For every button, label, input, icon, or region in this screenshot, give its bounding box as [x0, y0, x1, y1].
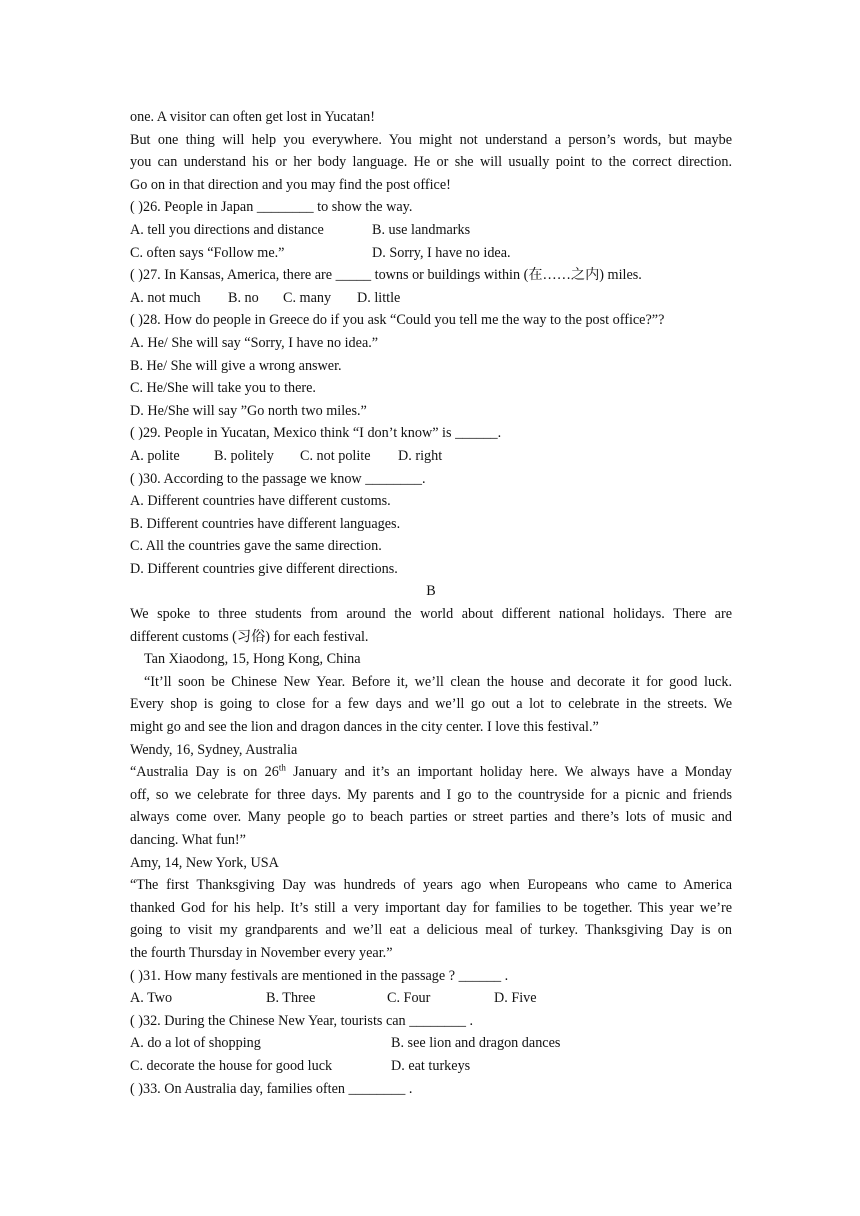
option-b: B. no: [228, 289, 259, 306]
passage-line: But one thing will help you everywhere. You might not understand a person’s words, but maybe: [130, 131, 732, 148]
option-b: B. use landmarks: [372, 221, 471, 238]
option-c: C. Four: [387, 990, 431, 1007]
passage-line: Every shop is going to close for a few days and we’ll go out a lot to celebrate in the streets. We: [130, 696, 732, 713]
question-32-options-row-1: [130, 1032, 732, 1055]
option-d: D. eat turkeys: [391, 1057, 471, 1074]
option-a: A. not much: [130, 289, 201, 306]
option-b: B. He/ She will give a wrong answer.: [130, 357, 342, 374]
option-b: B. politely: [214, 447, 274, 464]
option-b: B. Different countries have different languages.: [130, 515, 401, 532]
option-a: A. Two: [130, 990, 173, 1007]
passage-line: [130, 761, 732, 784]
question-29-options: [130, 445, 732, 468]
passage-line: the fourth Thursday in November every year.”: [130, 944, 393, 961]
passage-line: might go and see the lion and dragon dances in the city center. I love this festival.”: [130, 719, 599, 736]
option-d: D. He/She will say ”Go north two miles.”: [130, 402, 367, 419]
option-d: D. Different countries give different directions.: [130, 560, 398, 577]
option-a: A. tell you directions and distance: [130, 221, 324, 238]
passage-line: going to visit my grandparents and we’ll eat a delicious meal of turkey. Thanksgiving Day is on: [130, 922, 732, 939]
option-c: C. decorate the house for good luck: [130, 1057, 333, 1074]
passage-line: dancing. What fun!”: [130, 832, 246, 848]
student-name: Amy, 14, New York, USA: [130, 854, 279, 871]
section-heading: B: [426, 583, 436, 600]
option-d: D. right: [398, 447, 443, 464]
option-c: C. not polite: [300, 447, 371, 464]
option-b: B. Three: [266, 990, 316, 1007]
text-run: “Australia Day is on 26: [130, 764, 279, 781]
student-name: Wendy, 16, Sydney, Australia: [130, 741, 298, 758]
option-d: D. Five: [494, 990, 537, 1007]
text-run: January and it’s an important holiday here. We always have a Monday: [285, 764, 732, 781]
passage-line: one. A visitor can often get lost in Yucatan!: [130, 109, 375, 125]
question-31-options: [130, 987, 732, 1010]
option-d: D. little: [357, 289, 401, 306]
question-31-stem: ( )31. How many festivals are mentioned in the passage ? ______ .: [130, 967, 509, 984]
option-c: C. many: [283, 289, 332, 306]
question-28-stem: ( )28. How do people in Greece do if you ask “Could you tell me the way to the post office?”?: [130, 312, 665, 329]
question-26-options-row-2: [130, 242, 732, 265]
question-26-options-row-1: [130, 219, 732, 242]
passage-line: “The first Thanksgiving Day was hundreds of years ago when Europeans who came to America: [130, 877, 732, 894]
option-d: D. Sorry, I have no idea.: [372, 244, 511, 261]
passage-line: different customs (习俗) for each festival.: [130, 628, 369, 645]
question-32-stem: ( )32. During the Chinese New Year, tourists can ________ .: [130, 1012, 474, 1029]
question-26-stem: ( )26. People in Japan ________ to show the way.: [130, 199, 413, 216]
question-27-stem: ( )27. In Kansas, America, there are _____ towns or buildings within (在……之内) miles.: [130, 267, 642, 284]
option-a: A. He/ She will say “Sorry, I have no idea.”: [130, 334, 379, 351]
option-a: A. do a lot of shopping: [130, 1035, 261, 1052]
question-33-stem: ( )33. On Australia day, families often ________ .: [130, 1080, 413, 1097]
option-c: C. All the countries gave the same direction.: [130, 538, 382, 555]
question-29-stem: ( )29. People in Yucatan, Mexico think “I don’t know” is ______.: [130, 425, 502, 442]
question-27-options: [130, 287, 732, 310]
option-c: C. often says “Follow me.”: [130, 244, 285, 261]
passage-line: you can understand his or her body language. He or she will usually point to the correct direction.: [130, 154, 732, 171]
passage-line: “It’ll soon be Chinese New Year. Before it, we’ll clean the house and decorate it for good luck.: [144, 673, 732, 690]
question-32-options-row-2: [130, 1055, 732, 1078]
option-a: A. polite: [130, 447, 180, 464]
passage-line: always come over. Many people go to beach parties or street parties and there’s lots of music and: [130, 809, 732, 826]
ordinal-suffix: th: [278, 762, 286, 773]
passage-line: off, so we celebrate for three days. My parents and I go to the countryside for a picnic and friends: [130, 786, 732, 803]
passage-line: thanked God for his help. It’s still a very important day for families to be together. This year we’re: [130, 899, 732, 916]
option-a: A. Different countries have different customs.: [130, 493, 391, 510]
passage-line: We spoke to three students from around the world about different national holidays. There are: [130, 606, 732, 623]
question-30-stem: ( )30. According to the passage we know ________.: [130, 470, 426, 487]
passage-line: Go on in that direction and you may find the post office!: [130, 176, 451, 193]
worksheet-page: [130, 106, 732, 1100]
option-c: C. He/She will take you to there.: [130, 380, 316, 397]
student-name: Tan Xiaodong, 15, Hong Kong, China: [144, 651, 361, 668]
option-b: B. see lion and dragon dances: [391, 1035, 561, 1052]
